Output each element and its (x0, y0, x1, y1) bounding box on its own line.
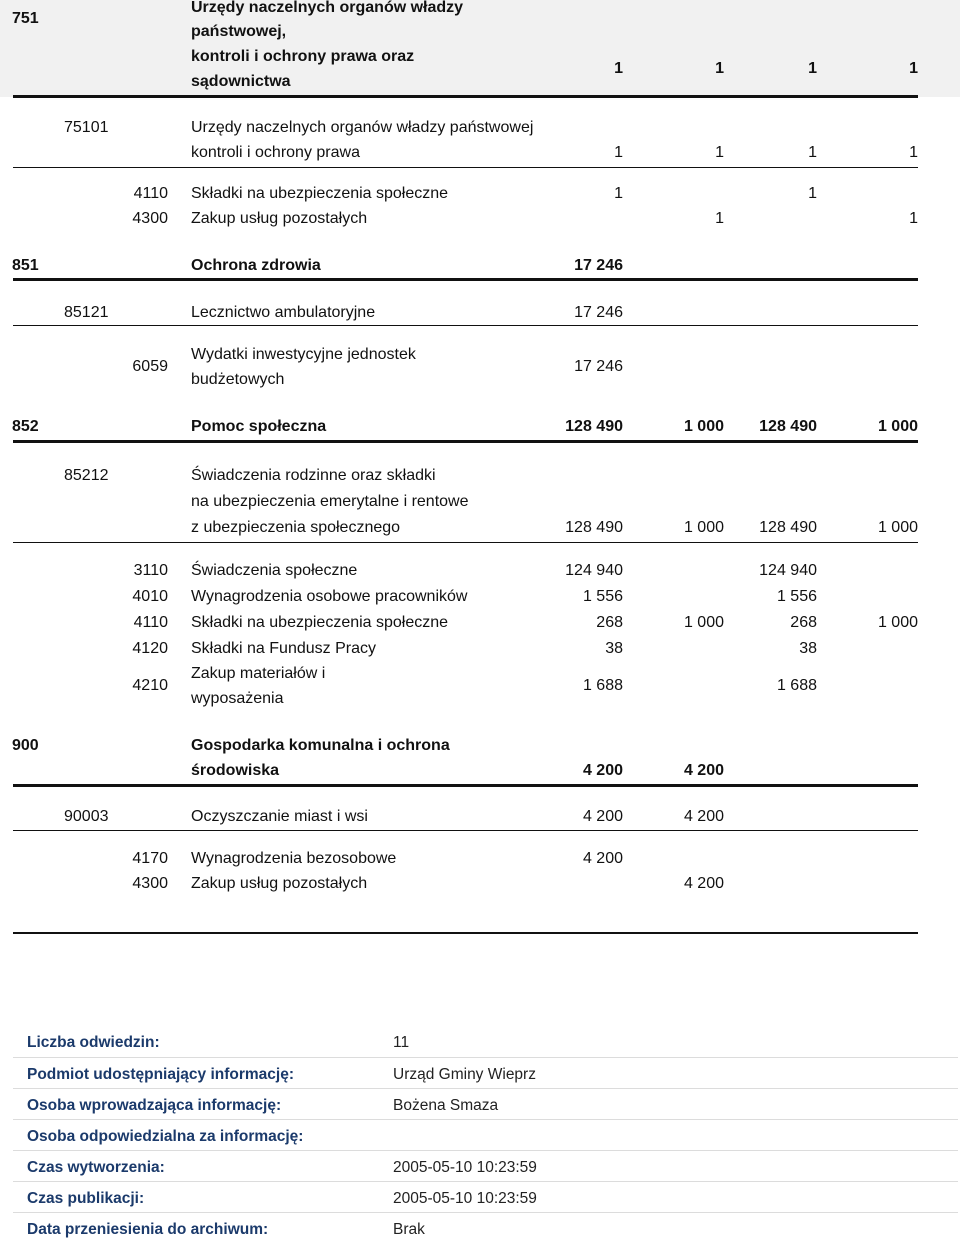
visits-value: 11 (393, 1034, 410, 1051)
value-cell: 1 000 (683, 418, 724, 435)
value-cell: 1 (909, 60, 918, 77)
value-cell: 1 (909, 210, 918, 227)
value-cell: 1 688 (776, 677, 817, 694)
section-name-751-l3: kontroli i ochrony prawa oraz (191, 48, 415, 65)
paragraph-code: 4110 (133, 614, 168, 631)
value-cell: 38 (799, 640, 817, 657)
chapter-name-90003: Oczyszczanie miast i wsi (191, 808, 368, 825)
section-code-851: 851 (12, 257, 39, 274)
value-cell: 4 200 (582, 850, 623, 867)
value-cell: 124 940 (759, 562, 817, 579)
paragraph-name-l2: budżetowych (191, 371, 285, 388)
published-value: 2005-05-10 10:23:59 (393, 1190, 537, 1207)
section-rule (13, 784, 918, 787)
value-cell: 268 (596, 614, 623, 631)
value-cell: 1 688 (582, 677, 623, 694)
value-cell: 1 (715, 210, 724, 227)
paragraph-name: Zakup usług pozostałych (191, 875, 368, 892)
value-cell: 1 000 (683, 519, 724, 536)
value-cell: 4 200 (582, 762, 623, 779)
paragraph-name: Składki na ubezpieczenia społeczne (191, 185, 449, 202)
value-cell: 268 (790, 614, 817, 631)
table-end-rule (13, 932, 918, 934)
entered-by-label: Osoba wprowadzająca informację: (27, 1097, 282, 1114)
value-cell: 1 000 (683, 614, 724, 631)
value-cell: 4 200 (683, 762, 724, 779)
value-cell: 1 000 (877, 418, 918, 435)
meta-divider (13, 1088, 958, 1089)
subject-label: Podmiot udostępniający informację: (27, 1066, 294, 1083)
paragraph-name-l2: wyposażenia (191, 690, 284, 707)
value-cell: 1 556 (776, 588, 817, 605)
archive-label: Data przeniesienia do archiwum: (27, 1221, 269, 1238)
published-label: Czas publikacji: (27, 1190, 145, 1207)
value-cell: 128 490 (565, 418, 623, 435)
section-name-751-l1: Urzędy naczelnych organów władzy (191, 0, 464, 16)
paragraph-name-l1: Zakup materiałów i (191, 665, 326, 682)
value-cell: 17 246 (574, 304, 623, 321)
section-rule (13, 278, 918, 281)
value-cell: 1 000 (877, 614, 918, 631)
value-cell: 124 940 (565, 562, 623, 579)
chapter-rule (13, 542, 918, 543)
value-cell: 1 (715, 60, 724, 77)
value-cell: 1 (614, 144, 623, 161)
paragraph-code: 4300 (132, 210, 168, 227)
section-name-852: Pomoc społeczna (191, 418, 327, 435)
value-cell: 17 246 (574, 358, 623, 375)
chapter-code-85212: 85212 (64, 467, 109, 484)
paragraph-name: Wynagrodzenia osobowe pracowników (191, 588, 468, 605)
paragraph-name: Zakup usług pozostałych (191, 210, 368, 227)
value-cell: 128 490 (565, 519, 623, 536)
section-name-751-l4: sądownictwa (191, 73, 291, 90)
paragraph-code: 6059 (132, 358, 168, 375)
value-cell: 1 (715, 144, 724, 161)
chapter-name-85212-l1: Świadczenia rodzinne oraz składki (191, 467, 436, 484)
meta-divider (13, 1212, 958, 1213)
chapter-name-85212-l2: na ubezpieczenia emerytalne i rentowe (191, 493, 469, 510)
meta-divider (13, 1057, 958, 1058)
header-band (0, 0, 960, 97)
paragraph-code: 4170 (132, 850, 168, 867)
paragraph-code: 3110 (133, 562, 168, 579)
value-cell: 4 200 (582, 808, 623, 825)
section-name-900-l1: Gospodarka komunalna i ochrona (191, 737, 450, 754)
section-name-900-l2: środowiska (191, 762, 280, 779)
section-code-751: 751 (12, 10, 39, 27)
paragraph-code: 4110 (133, 185, 168, 202)
paragraph-code: 4210 (132, 677, 168, 694)
meta-divider (13, 1150, 958, 1151)
value-cell: 1 (909, 144, 918, 161)
chapter-rule (13, 325, 918, 326)
value-cell: 1 (614, 60, 623, 77)
value-cell: 1 (614, 185, 623, 202)
value-cell: 1 (808, 60, 817, 77)
value-cell: 1 (808, 185, 817, 202)
value-cell: 128 490 (759, 519, 817, 536)
section-code-852: 852 (12, 418, 39, 435)
chapter-name-75101-l2: kontroli i ochrony prawa (191, 144, 360, 161)
section-name-851: Ochrona zdrowia (191, 257, 321, 274)
value-cell: 38 (605, 640, 623, 657)
chapter-code-75101: 75101 (64, 119, 109, 136)
value-cell: 1 000 (877, 519, 918, 536)
created-label: Czas wytworzenia: (27, 1159, 165, 1176)
value-cell: 4 200 (683, 875, 724, 892)
paragraph-name: Składki na Fundusz Pracy (191, 640, 376, 657)
value-cell: 1 (808, 144, 817, 161)
chapter-name-75101-l1: Urzędy naczelnych organów władzy państwowej (191, 119, 534, 136)
paragraph-name: Świadczenia społeczne (191, 562, 358, 579)
paragraph-code: 4010 (132, 588, 168, 605)
responsible-label: Osoba odpowiedzialna za informację: (27, 1128, 304, 1145)
paragraph-code: 4300 (132, 875, 168, 892)
section-code-900: 900 (12, 737, 39, 754)
chapter-code-90003: 90003 (64, 808, 109, 825)
paragraph-code: 4120 (132, 640, 168, 657)
chapter-name-85121: Lecznictwo ambulatoryjne (191, 304, 376, 321)
section-rule (13, 95, 918, 98)
paragraph-name: Wynagrodzenia bezosobowe (191, 850, 397, 867)
value-cell: 4 200 (683, 808, 724, 825)
paragraph-name-l1: Wydatki inwestycyjne jednostek (191, 346, 416, 363)
paragraph-name: Składki na ubezpieczenia społeczne (191, 614, 449, 631)
section-rule (13, 440, 918, 443)
value-cell: 128 490 (759, 418, 817, 435)
subject-value: Urząd Gminy Wieprz (393, 1066, 536, 1083)
archive-value: Brak (393, 1221, 425, 1238)
chapter-code-85121: 85121 (64, 304, 109, 321)
chapter-rule (13, 167, 918, 168)
chapter-rule (13, 830, 918, 831)
chapter-name-85212-l3: z ubezpieczenia społecznego (191, 519, 401, 536)
created-value: 2005-05-10 10:23:59 (393, 1159, 537, 1176)
entered-by-value: Bożena Smaza (393, 1097, 499, 1114)
value-cell: 17 246 (574, 257, 623, 274)
meta-divider (13, 1119, 958, 1120)
visits-label: Liczba odwiedzin: (27, 1034, 160, 1051)
section-name-751-l2: państwowej, (191, 23, 287, 40)
value-cell: 1 556 (582, 588, 623, 605)
meta-divider (13, 1181, 958, 1182)
